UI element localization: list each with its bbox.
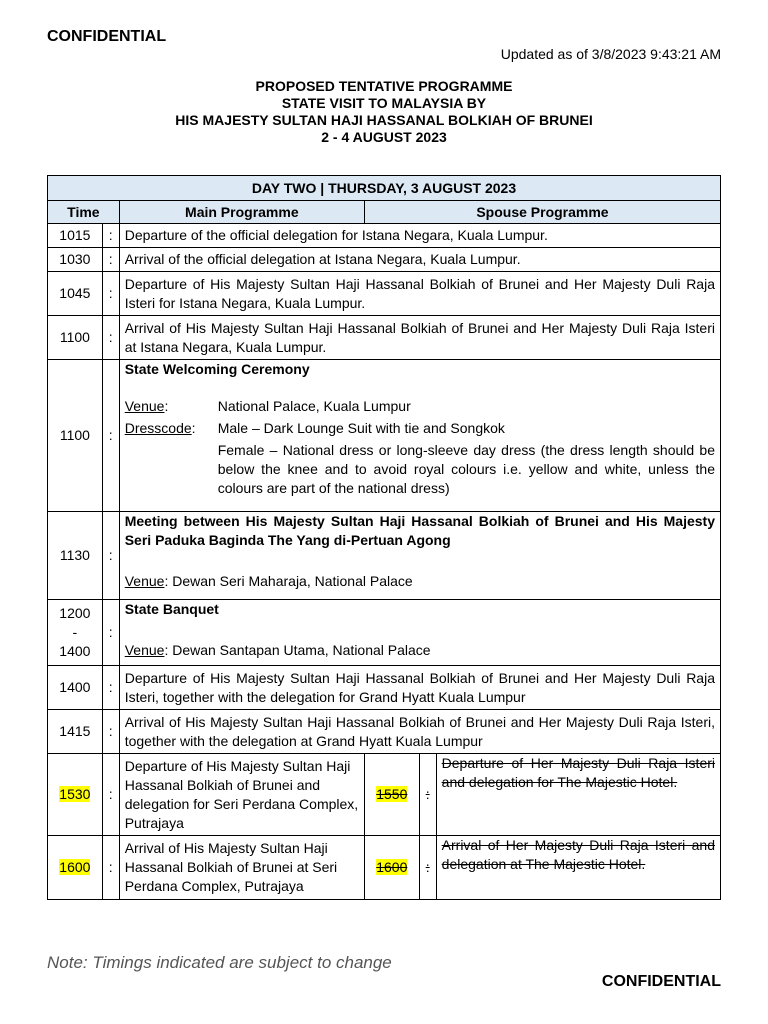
table-row bbox=[48, 224, 721, 248]
main-programme-text: Departure of His Majesty Sultan Haji Hassanal Bolkiah of Brunei and delegation for Seri Perdana Complex, Putrajaya bbox=[119, 754, 364, 836]
row-colon: : bbox=[102, 710, 119, 754]
dresscode-line bbox=[125, 419, 715, 438]
table-row bbox=[48, 512, 721, 600]
dresscode-male: Male – Dark Lounge Suit with tie and Songkok bbox=[217, 420, 505, 436]
row-time: 1415 bbox=[48, 710, 103, 754]
event-title: State Banquet bbox=[124, 601, 219, 617]
row-description: Arrival of His Majesty Sultan Haji Hassanal Bolkiah of Brunei and Her Majesty Duli Raja Isteri, together with the delegation at Grand Hyatt Kuala Lumpur bbox=[119, 710, 720, 754]
document-title bbox=[0, 78, 768, 146]
spouse-time bbox=[364, 836, 419, 900]
row-colon: : bbox=[102, 248, 119, 272]
row-colon: : bbox=[102, 360, 119, 512]
row-time-range bbox=[48, 600, 103, 666]
table-row bbox=[48, 754, 721, 836]
row-time bbox=[48, 754, 103, 836]
spouse-colon: : bbox=[419, 754, 436, 836]
venue-label: Venue bbox=[124, 573, 165, 589]
dresscode-female: Female – National dress or long-sleeve day dress (the dress length should be below the knee and to avoid royal colours i.e. yellow and white, unless the colours are part of the national dress) bbox=[217, 442, 715, 496]
row-colon: : bbox=[102, 666, 119, 710]
row-colon: : bbox=[102, 754, 119, 836]
col-header-time: Time bbox=[48, 201, 120, 224]
highlighted-spouse-time: 1550 bbox=[376, 786, 408, 802]
event-title: State Welcoming Ceremony bbox=[124, 361, 310, 377]
venue-label: Venue bbox=[124, 398, 165, 414]
row-colon: : bbox=[102, 600, 119, 666]
time-dash: - bbox=[72, 624, 78, 640]
row-time: 1400 bbox=[48, 666, 103, 710]
highlighted-time: 1530 bbox=[59, 786, 91, 802]
col-header-main: Main Programme bbox=[119, 201, 364, 224]
highlighted-time: 1600 bbox=[59, 859, 91, 875]
confidential-label-top: CONFIDENTIAL bbox=[47, 28, 167, 45]
time-end: 1400 bbox=[59, 643, 91, 659]
row-description: Departure of His Majesty Sultan Haji Hassanal Bolkiah of Brunei and Her Majesty Duli Raja Isteri, together with the delegation for Grand Hyatt Kuala Lumpur bbox=[119, 666, 720, 710]
dresscode-colon: : bbox=[191, 420, 196, 436]
row-colon: : bbox=[102, 512, 119, 600]
programme-table bbox=[47, 175, 721, 900]
highlighted-spouse-time: 1600 bbox=[376, 859, 408, 875]
day-header-row bbox=[48, 176, 721, 201]
row-time: 1100 bbox=[48, 360, 103, 512]
title-line-2: STATE VISIT TO MALAYSIA BY bbox=[281, 95, 487, 111]
spouse-time bbox=[364, 754, 419, 836]
row-time: 1045 bbox=[48, 272, 103, 316]
spouse-programme-text: Departure of Her Majesty Duli Raja Isteri and delegation for The Majestic Hotel. bbox=[436, 754, 720, 836]
venue-colon: : bbox=[164, 398, 169, 414]
col-header-spouse: Spouse Programme bbox=[364, 201, 720, 224]
row-description bbox=[119, 600, 720, 666]
row-colon: : bbox=[102, 272, 119, 316]
row-description: Arrival of the official delegation at Istana Negara, Kuala Lumpur. bbox=[119, 248, 720, 272]
table-row bbox=[48, 316, 721, 360]
day-header: DAY TWO | THURSDAY, 3 AUGUST 2023 bbox=[48, 176, 721, 201]
column-header-row bbox=[48, 201, 721, 224]
time-start: 1200 bbox=[59, 605, 91, 621]
row-description bbox=[119, 512, 720, 600]
venue-value: : Dewan Santapan Utama, National Palace bbox=[164, 642, 431, 658]
title-line-3: HIS MAJESTY SULTAN HAJI HASSANAL BOLKIAH OF BRUNEI bbox=[175, 112, 593, 128]
timing-note: Note: Timings indicated are subject to change bbox=[47, 953, 392, 972]
venue-line bbox=[125, 397, 715, 416]
spouse-programme-text: Arrival of Her Majesty Duli Raja Isteri and delegation at The Majestic Hotel. bbox=[436, 836, 720, 900]
row-colon: : bbox=[102, 224, 119, 248]
table-row bbox=[48, 360, 721, 512]
row-colon: : bbox=[102, 316, 119, 360]
updated-timestamp: Updated as of 3/8/2023 9:43:21 AM bbox=[500, 46, 721, 62]
venue-value: : Dewan Seri Maharaja, National Palace bbox=[164, 573, 413, 589]
row-time: 1030 bbox=[48, 248, 103, 272]
confidential-label-bottom: CONFIDENTIAL bbox=[601, 973, 721, 990]
title-line-1: PROPOSED TENTATIVE PROGRAMME bbox=[255, 78, 513, 94]
title-line-4: 2 - 4 AUGUST 2023 bbox=[321, 129, 447, 145]
table-row bbox=[48, 600, 721, 666]
row-description: Departure of the official delegation for Istana Negara, Kuala Lumpur. bbox=[119, 224, 720, 248]
table-row bbox=[48, 272, 721, 316]
main-programme-text: Arrival of His Majesty Sultan Haji Hassanal Bolkiah of Brunei at Seri Perdana Complex, Putrajaya bbox=[119, 836, 364, 900]
spouse-colon: : bbox=[419, 836, 436, 900]
row-description bbox=[119, 360, 720, 512]
venue-label: Venue bbox=[124, 642, 165, 658]
row-time bbox=[48, 836, 103, 900]
table-row bbox=[48, 836, 721, 900]
dresscode-label: Dresscode bbox=[124, 420, 192, 436]
venue-line bbox=[125, 641, 715, 660]
venue-value: National Palace, Kuala Lumpur bbox=[217, 398, 411, 414]
row-time: 1015 bbox=[48, 224, 103, 248]
row-time: 1130 bbox=[48, 512, 103, 600]
row-description: Departure of His Majesty Sultan Haji Hassanal Bolkiah of Brunei and Her Majesty Duli Raja Isteri for Istana Negara, Kuala Lumpur. bbox=[119, 272, 720, 316]
row-description: Arrival of His Majesty Sultan Haji Hassanal Bolkiah of Brunei and Her Majesty Duli Raja Isteri at Istana Negara, Kuala Lumpur. bbox=[119, 316, 720, 360]
venue-line bbox=[125, 572, 715, 591]
table-row bbox=[48, 710, 721, 754]
table-row bbox=[48, 666, 721, 710]
event-title: Meeting between His Majesty Sultan Haji Hassanal Bolkiah of Brunei and His Majesty Seri Paduka Baginda The Yang di-Pertuan Agong bbox=[124, 513, 715, 548]
row-colon: : bbox=[102, 836, 119, 900]
row-time: 1100 bbox=[48, 316, 103, 360]
table-row bbox=[48, 248, 721, 272]
